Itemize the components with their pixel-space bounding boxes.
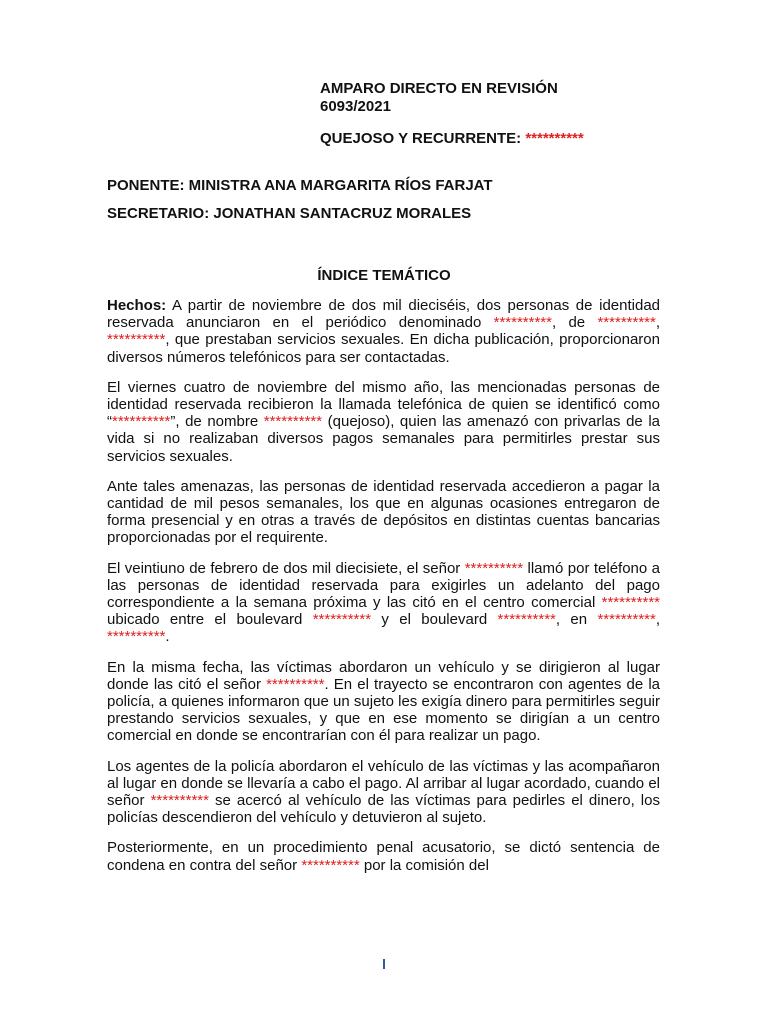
redacted-text: ********** xyxy=(263,413,323,431)
paragraph-text: A partir de noviembre de dos mil dieciséis, dos personas de identidad reservada anunciaron en el periódico denominado xyxy=(107,297,660,332)
paragraph-text: . xyxy=(165,628,170,646)
paragraph xyxy=(107,560,660,646)
redacted-text: ********** xyxy=(301,856,360,874)
paragraph xyxy=(107,839,660,873)
section-title xyxy=(0,267,768,284)
paragraph-text: y el boulevard xyxy=(371,611,498,629)
redacted-text: ********** xyxy=(597,314,656,332)
paragraph-text: Posteriormente, en un procedimiento penal acusatorio, se dictó sentencia de condena en contra del señor xyxy=(107,839,660,874)
quejoso-label: QUEJOSO Y RECURRENTE: xyxy=(320,130,526,147)
paragraph-text: En la misma fecha, las víctimas abordaron un vehículo y se dirigieron al lugar donde las citó el señor xyxy=(107,658,660,693)
redacted-text: ********** xyxy=(112,413,171,431)
redacted-text: ********** xyxy=(525,130,584,147)
redacted-text: ********** xyxy=(497,611,556,629)
redacted-text: ********** xyxy=(150,792,209,810)
case-number: 6093/2021 xyxy=(320,98,391,115)
paragraph-text: ”, de nombre xyxy=(170,413,264,431)
paragraph-text: llamó por teléfono a las personas de identidad reservada para exigirles un adelanto del pago correspondiente a la semana próxima y las citó en el centro comercial xyxy=(107,559,660,612)
paragraph-text: , xyxy=(655,611,660,629)
redacted-text: ********** xyxy=(107,331,166,349)
paragraph xyxy=(107,758,660,827)
document-body xyxy=(107,297,660,874)
redacted-text: ********** xyxy=(107,628,166,646)
page-number-mark xyxy=(383,959,385,969)
paragraph-text: Los agentes de la policía abordaron el vehículo de las víctimas y las acompañaron al lugar en donde se llevaría a cabo el pago. Al arribar al lugar acordado, cuando el señor xyxy=(107,757,660,810)
paragraph xyxy=(107,379,660,465)
paragraph-text: El viernes cuatro de noviembre del mismo año, las mencionadas personas de identidad reservada recibieron la llamada telefónica de quien se identificó como “ xyxy=(107,378,660,431)
paragraph xyxy=(107,659,660,745)
paragraph-hechos xyxy=(107,297,660,366)
case-header xyxy=(320,80,584,148)
ponente-line: PONENTE: MINISTRA ANA MARGARITA RÍOS FARJAT xyxy=(107,177,493,194)
redacted-text: ********** xyxy=(601,594,660,612)
section-title-text: ÍNDICE TEMÁTICO xyxy=(317,267,451,284)
redacted-text: ********** xyxy=(493,314,552,332)
redacted-text: ********** xyxy=(312,611,372,629)
paragraph-text: se acercó al vehículo de las víctimas para pedirles el dinero, los policías descendieron del vehículo y detuvieron al sujeto. xyxy=(107,792,660,827)
paragraph-text: , en xyxy=(555,611,598,629)
hechos-label: Hechos: xyxy=(107,297,167,314)
paragraph-text: ubicado entre el boulevard xyxy=(107,611,313,629)
redacted-text: ********** xyxy=(464,559,524,577)
quejoso-line xyxy=(320,130,584,148)
redacted-text: ********** xyxy=(266,675,325,693)
paragraph xyxy=(107,478,660,547)
paragraph-text: , de xyxy=(551,314,598,332)
paragraph-text: , xyxy=(655,314,661,332)
paragraph-text: por la comisión del xyxy=(359,856,489,874)
secretario-line: SECRETARIO: JONATHAN SANTACRUZ MORALES xyxy=(107,205,472,222)
case-type: AMPARO DIRECTO EN REVISIÓN xyxy=(320,80,558,97)
redacted-text: ********** xyxy=(597,611,656,629)
paragraph-text: Ante tales amenazas, las personas de identidad reservada accedieron a pagar la cantidad de mil pesos semanales, los que en algunas ocasiones entregaron de forma presencial y en otras a través de depósitos en distintas cuentas bancarias proporcionadas por el requirente. xyxy=(107,477,660,547)
paragraph-text: , que prestaban servicios sexuales. En dicha publicación, proporcionaron diversos números telefónicos para ser contactadas. xyxy=(107,331,660,366)
paragraph-text: (quejoso), quien las amenazó con privarlas de la vida si no realizaban diversos pagos semanales para permitirles prestar sus servicios sexuales. xyxy=(107,413,660,465)
paragraph-text: . En el trayecto se encontraron con agentes de la policía, a quienes informaron que un sujeto les exigía dinero para permitirles seguir prestando servicios sexuales, y que en ese momento se dirigían a un centro comercial en donde se encontrarían con él para realizar un pago. xyxy=(107,675,661,745)
paragraph-text: El veintiuno de febrero de dos mil diecisiete, el señor xyxy=(107,559,465,577)
